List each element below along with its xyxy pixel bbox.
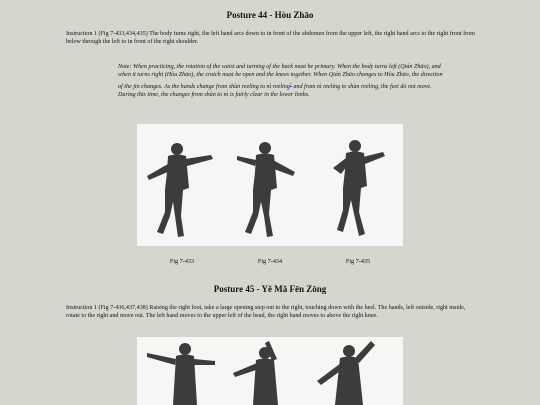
- martial-artist-figures-2: [137, 337, 403, 405]
- photo-figs-436-438: [137, 337, 403, 405]
- posture-44-note: [118, 63, 448, 100]
- figure-437: [233, 341, 278, 405]
- posture-44-title: Posture 44 - Hòu Zhāo: [226, 10, 314, 20]
- posture-44-instruction: Instruction 1 (Fig 7-433,434,435) The body turns right, the left hand arcs down to in front of the abdomen from the upper left, the right hand arcs to the right front from below through the left to in front of the right shoulder.: [66, 31, 475, 46]
- caption-fig-433: Fig 7-433: [169, 258, 195, 265]
- posture-45-title: Posture 45 - Yě Mǎ Fēn Zōng: [213, 284, 327, 294]
- note-text-b: and from nì reeling to shùn reeling, the feet do not move. During this time, the changes from shùn to nì is fairly clear in the lower limbs.: [118, 83, 432, 99]
- figure-433: [147, 143, 213, 237]
- footnote-link[interactable]: 1: [289, 80, 292, 86]
- photo-figs-433-435: [137, 124, 403, 246]
- figure-438: [317, 341, 375, 405]
- martial-artist-figures: [137, 124, 403, 246]
- posture-45-instruction: Instruction 1 (Fig 7-436,437,438) Raising the right foot, take a large opening step out to the right, touching down with the heel. The hands, left outside, right inside, rotate to the right and move out. The left hand moves to the upper left of the head, the right hand moves to above the right knee.: [66, 305, 466, 320]
- caption-fig-434: Fig 7-434: [257, 258, 283, 265]
- note-text-a: Note: When practicing, the rotation of the waist and turning of the back must be primary. When the body turns left (Qián Zhāo), and when it turns right (Hòu Zhāo), the crotch must be open and the knees together. When Qián Zhāo changes to Hòu Zhāo, the direction of the jin changes. As the hands change from shùn reeling to nì reeling: [118, 64, 443, 90]
- figure-434: [237, 142, 295, 237]
- figure-435: [333, 140, 385, 236]
- caption-fig-435: Fig 7-435: [345, 258, 371, 265]
- figure-436: [147, 343, 215, 405]
